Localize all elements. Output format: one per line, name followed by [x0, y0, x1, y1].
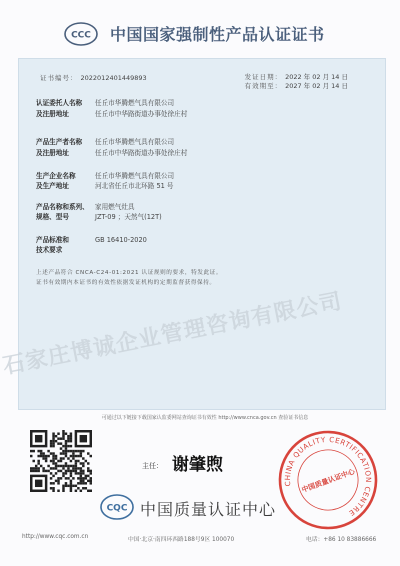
signature: 谢肇煦 — [172, 455, 223, 475]
qr-code-icon — [30, 430, 92, 492]
issue-date — [245, 73, 348, 82]
certificate-number-value: 2022012401449893 — [80, 74, 147, 82]
verification-note: 可通过以下链接下载国家认监委网站查询证书有效性 http://www.cnca.gov.cn 查验证书信息 — [101, 415, 309, 421]
notice-line: 证书有效期内本证书的有效性依据发证机构的定期监督获得保持。 — [36, 280, 216, 286]
notice-line: 上述产品符合 CNCA-C24-01:2021 认证规则的要求，特发此证。 — [36, 270, 223, 276]
field-label: 及生产地址 — [36, 182, 69, 190]
cqc-logo-text: CQC — [106, 503, 128, 514]
valid-date-value: 2027 年 02 月 14 日 — [285, 82, 348, 90]
issue-date-label: 发证日期： — [244, 73, 283, 81]
field-value: 任丘市中华路街道办事处徐庄村 — [95, 110, 188, 118]
certification-notice — [36, 268, 366, 288]
field-value: 任丘市华腾燃气具有限公司 — [95, 172, 175, 180]
field-label: 技术要求 — [36, 246, 63, 254]
field-value: 任丘市华腾燃气具有限公司 — [95, 138, 175, 146]
field-label: 产品生产者名称 — [36, 138, 83, 146]
field-label: 认证委托人名称 — [36, 99, 83, 107]
cqc-logo-icon — [100, 494, 134, 520]
page-title: 中国国家强制性产品认证证书 — [110, 25, 325, 44]
field-value: GB 16410-2020 — [95, 236, 147, 244]
ccc-logo-text: CCC — [71, 30, 91, 41]
field-label: 产品名称和系列、 — [36, 203, 89, 211]
certificate-dates — [245, 73, 348, 91]
seal-ring-text: CHINA QUALITY CERTIFICATION CENTRE — [282, 434, 374, 519]
field-label: 规格、型号 — [36, 213, 69, 221]
certificate-header — [0, 0, 400, 64]
seal-center-text: 中国质量认证中心 — [300, 467, 357, 495]
field-value: 任丘市中华路街道办事处徐庄村 — [95, 149, 188, 157]
footer-phone: 电话：+86 10 83886666 — [306, 537, 377, 543]
certificate-number-label: 证书编号： — [40, 74, 78, 82]
field-label: 及注册地址 — [36, 149, 69, 157]
issue-date-value: 2022 年 02 月 14 日 — [285, 73, 348, 81]
field-value: 河北省任丘市北环路 51 号 — [95, 182, 174, 190]
watermark-text: 石家庄博诚企业管理咨询有限公司 — [0, 289, 345, 380]
footer-website: http://www.cqc.com.cn — [22, 534, 89, 540]
valid-date-label: 有效期至： — [244, 82, 283, 90]
field-label: 生产企业名称 — [36, 172, 76, 180]
valid-date — [245, 82, 348, 91]
certificate-number — [40, 73, 147, 82]
official-seal-icon — [276, 428, 380, 532]
field-value: JZT-09 ；天然气(12T) — [95, 213, 162, 221]
field-value: 家用燃气灶具 — [95, 203, 135, 211]
signatory-label: 主任： — [142, 462, 163, 470]
field-label: 及注册地址 — [36, 110, 69, 118]
ccc-logo-icon — [64, 22, 98, 46]
footer-address: 中国·北京·南四环西路188号9区 100070 — [128, 537, 235, 543]
issuer-name: 中国质量认证中心 — [140, 500, 277, 519]
field-value: 任丘市华腾燃气具有限公司 — [95, 99, 175, 107]
field-label: 产品标准和 — [36, 236, 69, 244]
